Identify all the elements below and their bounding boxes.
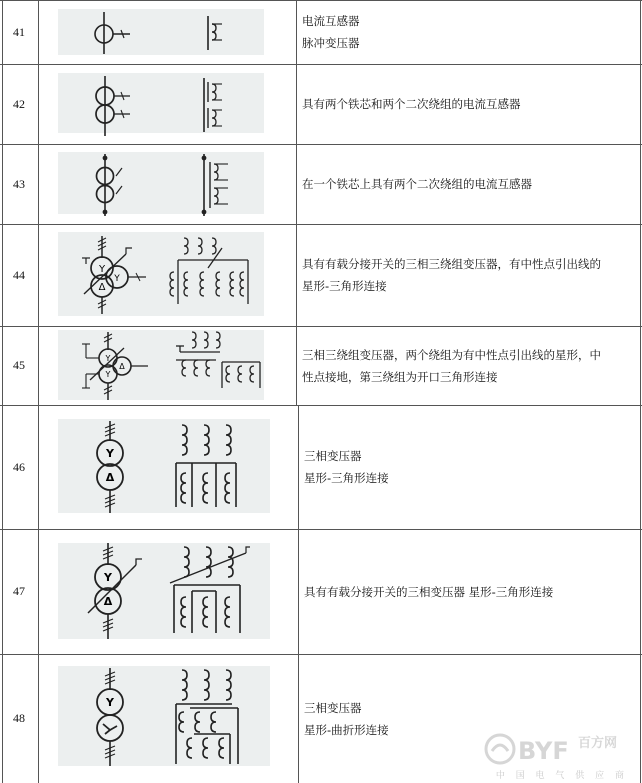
description-cell [296, 64, 642, 144]
table-row-42 [0, 64, 642, 144]
delta-label: Δ [103, 595, 113, 608]
table-divider-number [38, 0, 39, 783]
star-zigzag-coils-icon [172, 668, 248, 768]
table-divider-lower [298, 405, 299, 783]
row-divider [0, 654, 642, 655]
table-row-46 [0, 405, 642, 529]
star-label: Y [105, 370, 111, 379]
delta-label: Δ [98, 282, 106, 293]
symbol-cell [38, 529, 296, 654]
description-line: 具有有载分接开关的三相三绕组变压器，有中性点引出线的 [302, 257, 601, 271]
two-core-ct-winding-icon [198, 78, 228, 132]
symbol-cell [38, 405, 296, 529]
table-row-47 [0, 529, 642, 654]
single-core-ct-winding-icon [198, 154, 234, 216]
star-label: Y [106, 447, 114, 460]
three-winding-transformer-oltc-icon [80, 236, 160, 314]
description-line: 星形-曲折形连接 [304, 722, 389, 737]
row-number: 48 [13, 711, 25, 725]
current-transformer-icon [88, 12, 138, 54]
symbol-cell [38, 144, 296, 224]
three-phase-oltc-star-delta-transformer-icon [84, 543, 160, 639]
row-number: 43 [13, 176, 25, 191]
three-winding-transformer-coils-icon [168, 238, 258, 308]
description-cell [298, 529, 642, 654]
table-row-44 [0, 224, 642, 326]
row-divider [0, 405, 642, 406]
row-number: 46 [13, 459, 25, 474]
star-label: Y [105, 354, 111, 363]
row-divider [0, 529, 642, 530]
row-divider [0, 224, 642, 225]
symbol-cell [38, 326, 296, 405]
description-line: 脉冲变压器 [302, 36, 360, 50]
description-cell [296, 0, 642, 64]
table-row-41 [0, 0, 642, 64]
description-cell [296, 326, 642, 405]
star-delta-coils-icon [172, 423, 242, 511]
table-border-left [2, 0, 3, 783]
description-cell [298, 405, 642, 529]
description-cell [296, 224, 642, 326]
description-line: 三相变压器 [304, 449, 362, 463]
watermark-brand: BYF [518, 737, 569, 765]
symbol-cell [38, 224, 296, 326]
row-number: 45 [13, 358, 25, 372]
three-phase-star-zigzag-transformer-icon [90, 668, 130, 766]
delta-label: Δ [105, 471, 115, 484]
symbol-cell [38, 654, 296, 783]
table-divider-upper [296, 0, 297, 405]
three-winding-grounded-star-transformer-icon [78, 332, 162, 400]
table-row-45 [0, 326, 642, 405]
star-label: Y [98, 264, 106, 275]
star-label: Y [104, 571, 112, 584]
row-number: 41 [13, 24, 25, 39]
star-label: Y [114, 274, 120, 284]
description-line: 三相三绕组变压器，两个绕组为有中性点引出线的星形，中 [302, 347, 601, 362]
description-line: 具有两个铁芯和两个二次绕组的电流互感器 [302, 97, 521, 111]
delta-label: Δ [119, 362, 125, 371]
description-line: 性点接地，第三绕组为开口三角形连接 [302, 369, 498, 384]
two-core-current-transformer-icon [90, 76, 140, 136]
watermark-tagline: 中 国 电 气 供 应 商 [495, 771, 628, 781]
row-divider [0, 64, 642, 65]
row-number: 47 [13, 584, 25, 598]
oltc-star-delta-coils-icon [166, 545, 250, 637]
description-cell [296, 144, 642, 224]
symbol-cell [38, 64, 296, 144]
symbol-cell [38, 0, 296, 64]
description-line: 三相变压器 [304, 700, 362, 715]
description-line: 具有有载分接开关的三相变压器 星形-三角形连接 [304, 584, 554, 599]
three-winding-open-delta-coils-icon [172, 332, 266, 396]
row-divider [0, 144, 642, 145]
pulse-transformer-icon [202, 16, 226, 50]
row-number: 44 [13, 267, 25, 282]
table-border-right [640, 0, 641, 783]
description-line: 电流互感器 [302, 14, 360, 28]
star-label: Y [106, 696, 114, 709]
row-divider [0, 0, 642, 1]
description-line: 星形-三角形连接 [304, 471, 389, 485]
three-phase-star-delta-transformer-icon [90, 421, 130, 513]
watermark-brand-cn: 百方网 [578, 736, 618, 751]
symbol-panel [58, 73, 264, 133]
row-divider [0, 326, 642, 327]
row-number: 42 [13, 96, 25, 111]
description-line: 星形-三角形连接 [302, 279, 387, 293]
single-core-two-secondary-ct-icon [90, 154, 140, 216]
description-line: 在一个铁芯上具有两个二次绕组的电流互感器 [302, 177, 532, 191]
table-row-43 [0, 144, 642, 224]
